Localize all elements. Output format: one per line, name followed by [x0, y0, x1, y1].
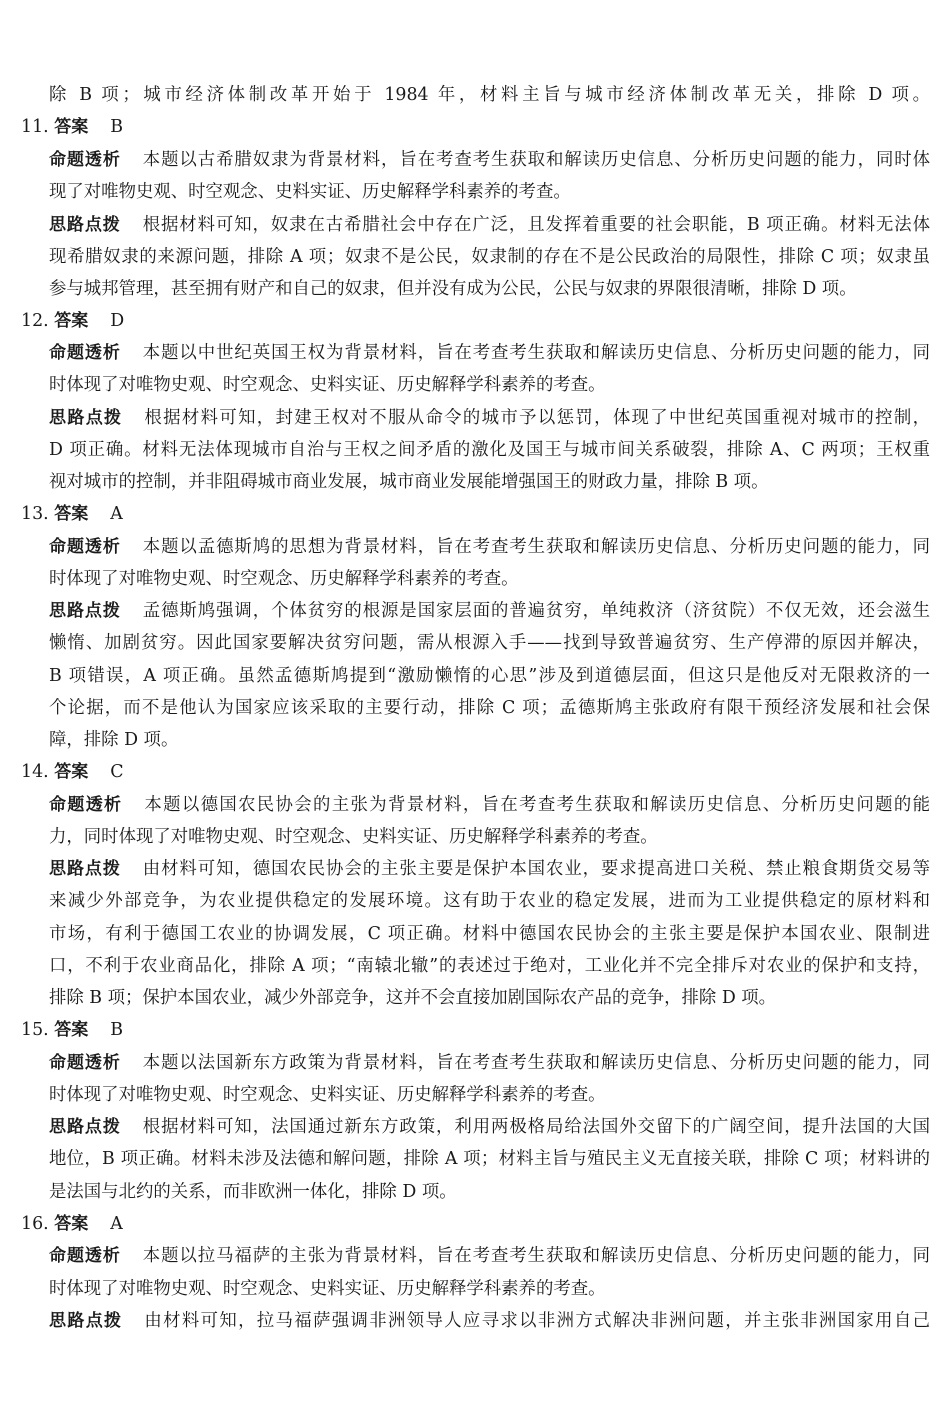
answer-label: 答案 — [54, 1020, 89, 1040]
question-number: 14. — [21, 762, 49, 782]
q13-reasoning-line-1 — [49, 599, 930, 623]
q14-intent-line-1 — [49, 793, 930, 817]
intro-line: 除 B 项；城市经济体制改革开始于 1984 年，材料主旨与城市经济体制改革无关，排除 D 项。 — [49, 85, 930, 105]
q14-reasoning-line-1 — [49, 857, 930, 881]
q13-reasoning-line-2: 懒惰、加剧贫穷。因此国家要解决贫穷问题，需从根源入手——找到导致普遍贫穷、生产停滞的原因并解决， — [49, 633, 930, 653]
intent-text: 本题以拉马福萨的主张为背景材料，旨在考查考生获取和解读历史信息、分析历史问题的能力，同 — [142, 1246, 930, 1266]
q14-reasoning-line-4: 口，不利于农业商品化，排除 A 项；“南辕北辙”的表述过于绝对，工业化并不完全排斥对农业的保护和支持， — [49, 956, 930, 976]
reasoning-label: 思路点拨 — [49, 1117, 121, 1137]
q15-intent-line-1 — [49, 1051, 930, 1075]
q13-intent-line-2: 时体现了对唯物史观、时空观念、历史解释学科素养的考查。 — [49, 569, 519, 589]
answer-value: B — [110, 117, 123, 137]
q15-reasoning-line-3: 是法国与北约的关系，而非欧洲一体化，排除 D 项。 — [49, 1182, 457, 1202]
intent-label: 命题透析 — [49, 795, 123, 815]
intent-text: 本题以中世纪英国王权为背景材料，旨在考查考生获取和解读历史信息、分析历史问题的能力，同 — [142, 343, 930, 363]
q14-reasoning-line-5: 排除 B 项；保护本国农业，减少外部竞争，这并不会直接加剧国际农产品的竞争，排除 D 项。 — [49, 988, 777, 1008]
q11-reasoning-line-2: 现希腊奴隶的来源问题，排除 A 项；奴隶不是公民，奴隶制的存在不是公民政治的局限性，排除 C 项；奴隶虽 — [49, 247, 930, 267]
q15-reasoning-line-2: 地位，B 项正确。材料未涉及法德和解问题，排除 A 项；材料主旨与殖民主义无直接关联，排除 C 项；材料讲的 — [49, 1149, 930, 1169]
q13-reasoning-line-3: B 项错误，A 项正确。虽然孟德斯鸠提到“激励懒惰的心思”涉及到道德层面，但这只是他反对无限救济的一 — [49, 666, 930, 686]
reasoning-text: 根据材料可知，法国通过新东方政策，利用两极格局给法国外交留下的广阔空间，提升法国的大国 — [142, 1117, 930, 1137]
q11-intent-line-2: 现了对唯物史观、时空观念、史料实证、历史解释学科素养的考查。 — [49, 182, 571, 202]
reasoning-text: 孟德斯鸠强调，个体贫穷的根源是国家层面的普遍贫穷，单纯救济（济贫院）不仅无效，还会滋生 — [142, 601, 930, 621]
reasoning-text: 根据材料可知，封建王权对不服从命令的城市予以惩罚，体现了中世纪英国重视对城市的控制， — [144, 408, 930, 428]
answer-value: A — [110, 504, 123, 524]
question-16-answer — [21, 1212, 123, 1236]
q11-reasoning-line-3: 参与城邦管理，甚至拥有财产和自己的奴隶，但并没有成为公民，公民与奴隶的界限很清晰，排除 D 项。 — [49, 279, 857, 299]
q16-intent-line-2: 时体现了对唯物史观、时空观念、史料实证、历史解释学科素养的考查。 — [49, 1279, 606, 1299]
answer-label: 答案 — [54, 1214, 89, 1234]
q13-reasoning-line-5: 障，排除 D 项。 — [49, 730, 179, 750]
q14-intent-line-2: 力，同时体现了对唯物史观、时空观念、史料实证、历史解释学科素养的考查。 — [49, 827, 658, 847]
q12-intent-line-2: 时体现了对唯物史观、时空观念、史料实证、历史解释学科素养的考查。 — [49, 375, 606, 395]
question-number: 16. — [21, 1214, 49, 1234]
answer-value: B — [110, 1020, 123, 1040]
q14-reasoning-line-2: 来减少外部竞争，为农业提供稳定的发展环境。这有助于农业的稳定发展，进而为工业提供稳定的原材料和 — [49, 891, 930, 911]
q16-intent-line-1 — [49, 1244, 930, 1268]
intent-text: 本题以孟德斯鸠的思想为背景材料，旨在考查考生获取和解读历史信息、分析历史问题的能力，同 — [142, 537, 930, 557]
answer-label: 答案 — [54, 762, 89, 782]
answer-value: C — [110, 762, 124, 782]
question-number: 15. — [21, 1020, 49, 1040]
q12-reasoning-line-3: 视对城市的控制，并非阻碍城市商业发展，城市商业发展能增强国王的财政力量，排除 B 项。 — [49, 472, 769, 492]
q12-intent-line-1 — [49, 341, 930, 365]
question-number: 13. — [21, 504, 49, 524]
question-number: 12. — [21, 311, 49, 331]
reasoning-label: 思路点拨 — [49, 859, 121, 879]
reasoning-text: 根据材料可知，奴隶在古希腊社会中存在广泛，且发挥着重要的社会职能，B 项正确。材料无法体 — [142, 215, 931, 235]
intent-label: 命题透析 — [49, 537, 121, 557]
question-12-answer — [21, 309, 124, 333]
intent-text: 本题以法国新东方政策为背景材料，旨在考查考生获取和解读历史信息、分析历史问题的能力，同 — [142, 1053, 930, 1073]
answer-label: 答案 — [54, 117, 89, 137]
intent-label: 命题透析 — [49, 1246, 121, 1266]
reasoning-text: 由材料可知，拉马福萨强调非洲领导人应寻求以非洲方式解决非洲问题，并主张非洲国家用自己 — [144, 1311, 930, 1331]
intent-label: 命题透析 — [49, 1053, 121, 1073]
question-11-answer — [21, 115, 123, 139]
reasoning-label: 思路点拨 — [49, 215, 121, 235]
q12-reasoning-line-1 — [49, 406, 930, 430]
intent-text: 本题以古希腊奴隶为背景材料，旨在考查考生获取和解读历史信息、分析历史问题的能力，同时体 — [142, 150, 930, 170]
intent-text: 本题以德国农民协会的主张为背景材料，旨在考查考生获取和解读历史信息、分析历史问题的能 — [144, 795, 930, 815]
reasoning-label: 思路点拨 — [49, 1311, 123, 1331]
answer-value: D — [110, 311, 125, 331]
q15-reasoning-line-1 — [49, 1115, 930, 1139]
q13-intent-line-1 — [49, 535, 930, 559]
q11-intent-line-1 — [49, 148, 930, 172]
q11-reasoning-line-1 — [49, 213, 930, 237]
question-14-answer — [21, 760, 124, 784]
reasoning-label: 思路点拨 — [49, 601, 121, 621]
answer-label: 答案 — [54, 311, 89, 331]
question-number: 11. — [21, 117, 49, 137]
q13-reasoning-line-4: 个论据，而不是他认为国家应该采取的主要行动，排除 C 项；孟德斯鸠主张政府有限干预经济发展和社会保 — [49, 698, 930, 718]
q15-intent-line-2: 时体现了对唯物史观、时空观念、史料实证、历史解释学科素养的考查。 — [49, 1085, 606, 1105]
q14-reasoning-line-3: 市场，有利于德国工农业的协调发展，C 项正确。材料中德国农民协会的主张主要是保护本国农业、限制进 — [49, 924, 930, 944]
reasoning-label: 思路点拨 — [49, 408, 123, 428]
intent-label: 命题透析 — [49, 150, 121, 170]
reasoning-text: 由材料可知，德国农民协会的主张主要是保护本国农业，要求提高进口关税、禁止粮食期货交易等 — [142, 859, 930, 879]
q16-reasoning-line-1 — [49, 1309, 930, 1333]
question-15-answer — [21, 1018, 123, 1042]
q12-reasoning-line-2: D 项正确。材料无法体现城市自治与王权之间矛盾的激化及国王与城市间关系破裂，排除 A、C 两项；王权重 — [49, 440, 930, 460]
answer-value: A — [110, 1214, 123, 1234]
intent-label: 命题透析 — [49, 343, 121, 363]
answer-label: 答案 — [54, 504, 89, 524]
question-13-answer — [21, 502, 123, 526]
